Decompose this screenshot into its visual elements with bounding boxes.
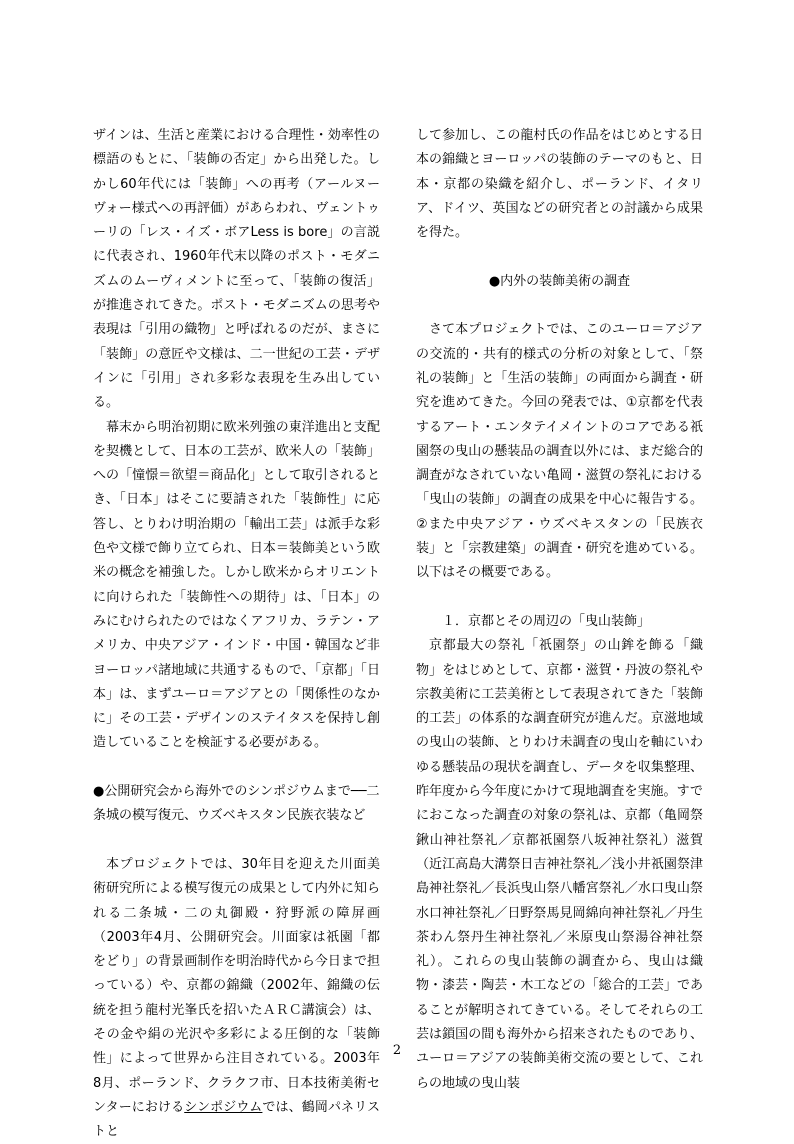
section-heading-symposium: ●公開研究会から海外でのシンポジウムまで──二条城の模写復元、ウズベキスタン民族衣装など bbox=[93, 784, 380, 824]
left-paragraph-1: ザインは、生活と産業における合理性・効率性の標語のもとに、「装飾の否定」から出発した。しかし60年代には「装飾」への再考（アールヌーヴォー様式への再評価）があらわれ、ヴェントゥーリの「レス・イズ・ボアLess is bore」の言説に代表され、1960年代末以降のポスト・モダニズムのムーヴィメントに至って、「装飾の復活」が推進されてきた。ポスト・モダニズムの思考や表現は「引用の織物」と呼ばれるのだが、まさに「装飾」の意匠や文様は、二一世紀の工芸・デザインに「引用」され多彩な表現を生み出している。 bbox=[93, 128, 380, 411]
spacer bbox=[416, 586, 703, 610]
spacer bbox=[93, 756, 380, 780]
right-paragraph-3: 京都最大の祭礼「祇園祭」の山鉾を飾る「織物」をはじめとして、京都・滋賀・丹波の祭礼や宗教美術に工芸美術として表現されてきた「装飾的工芸」の体系的な調査研究が進んだ。京滋地域の曳山の装飾、とりわけ未調査の曳山を軸にいわゆる懸装品の現状を調査し、データを収集整理、昨年度から今年度にかけて現地調査を実施。すでにおこなった調査の対象の祭礼は、京都（亀岡祭鍬山神社祭礼／京都祇園祭八坂神社祭礼）滋賀（近江高島大溝祭日吉神社祭礼／浅小井祇園祭津島神社祭礼／長浜曳山祭八幡宮祭礼／水口曳山祭水口神社祭礼／日野祭馬見岡綿向神社祭礼／丹生茶わん祭丹生神社祭礼／米原曳山祭湯谷神社祭礼）。これらの曳山装飾の調査から、曳山は織物・漆芸・陶芸・木工などの「総合的工芸」であることが解明されてきている。そしてそれらの工芸は鎖国の間も海外から招来されたものであり、ユーロ＝アジアの装飾美術交流の要として、これらの地域の曳山装 bbox=[416, 638, 703, 1091]
subsection-heading-hikiyama: １．京都とその周辺の「曳山装飾」 bbox=[442, 613, 651, 629]
left-paragraph-3-tail: では、鶴岡パネリストと bbox=[93, 1099, 381, 1140]
spacer bbox=[416, 245, 703, 269]
symposium-link[interactable]: シンポジウム bbox=[184, 1099, 263, 1115]
section-heading-survey: ●内外の装飾美術の調査 bbox=[488, 273, 631, 289]
right-paragraph-1: して参加し、この龍村氏の作品をはじめとする日本の錦織とヨーロッパの装飾のテーマのもと、日本・京都の染織を紹介し、ポーランド、イタリア、ドイツ、英国などの研究者との討議から成果を得た。 bbox=[416, 128, 703, 241]
spacer bbox=[93, 829, 380, 853]
right-column bbox=[416, 124, 703, 1096]
page-number: 2 bbox=[392, 1043, 402, 1058]
spacer bbox=[416, 294, 703, 318]
left-paragraph-3-text: 本プロジェクトでは、30年目を迎えた川面美術研究所による模写復元の成果として内外に知られる二条城・二の丸御殿・狩野派の障屏画（2003年4月、公開研究会。川面家は祇園「都をどり」の背景画制作を明治時代から今日まで担っている）や、京都の錦織（2002年、錦織の伝統を担う龍村光峯氏を招いたＡＲＣ講演会）は、その金や絹の光沢や多彩による圧倒的な「装飾性」によって世界から注目されている。2003年8月、ポーランド、クラクフ市、日本技術美術センターにおける bbox=[93, 856, 380, 1115]
left-paragraph-2: 幕末から明治初期に欧米列強の東洋進出と支配を契機として、日本の工芸が、欧米人の「装飾」への「憧憬＝欲望＝商品化」として取引されるとき、「日本」はそこに要請された「装飾性」に応答し、とりわけ明治期の「輸出工芸」は派手な彩色や文様で飾り立てられ、日本＝装飾美という欧米の概念を補強した。しかし欧米からオリエントに向けられた「装飾性への期待」は、「日本」のみにむけられたのではなくアフリカ、ラテン・アメリカ、中央アジア・インド・中国・韓国など非ヨーロッパ諸地域に共通するもので、「京都」「日本」は、まずユーロ＝アジアとの「関係性のなかに」その工芸・デザインのステイタスを保持し創造していることを検証する必要がある。 bbox=[93, 419, 380, 751]
left-paragraph-3 bbox=[93, 853, 380, 1144]
right-paragraph-2: さて本プロジェクトでは、このユーロ＝アジアの交流的・共有的様式の分析の対象として、「祭礼の装飾」と「生活の装飾」の両面から調査・研究を進めてきた。今回の発表では、①京都を代表するアート・エンタテイメイントのコアである祇園祭の曳山の懸装品の調査以外には、まだ総合的調査がなされていない亀岡・滋賀の祭礼における「曳山の装飾」の調査の成果を中心に報告する。②また中央アジア・ウズベキスタンの「民族衣装」と「宗教建築」の調査・研究を進めている。以下はその概要である。 bbox=[416, 322, 703, 581]
left-column bbox=[93, 124, 380, 1144]
